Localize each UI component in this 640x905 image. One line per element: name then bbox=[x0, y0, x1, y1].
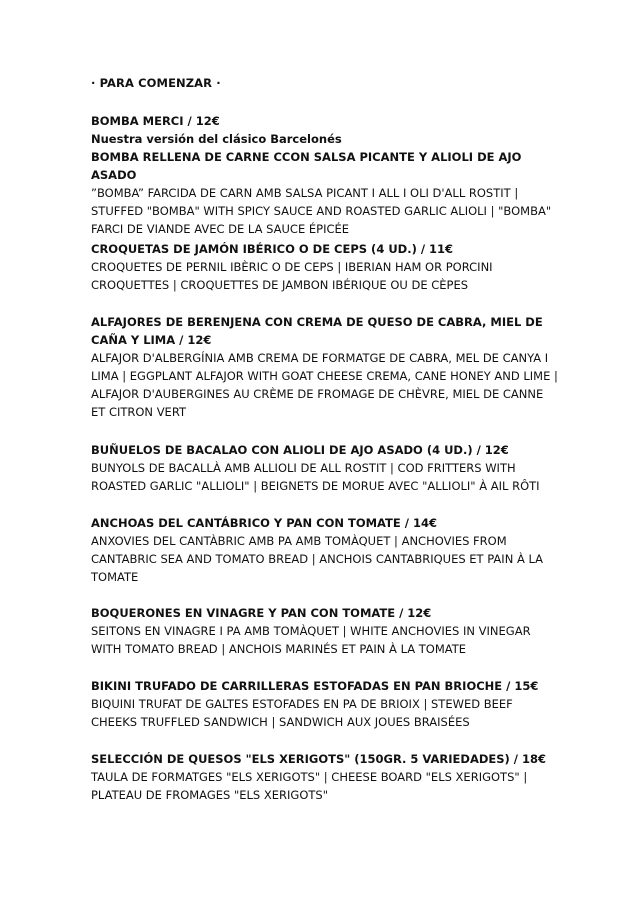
item-description: SEITONS EN VINAGRE I PA AMB TOMÀQUET | WHITE ANCHOVIES IN VINEGAR WITH TOMATO BREAD | ANCHOIS MARINÉS ET PAIN À LA TOMATE bbox=[91, 624, 531, 656]
item-description: ANXOVIES DEL CANTÀBRIC AMB PA AMB TOMÀQUET | ANCHOVIES FROM CANTABRIC SEA AND TOMATO BREAD | ANCHOIS CANTABRIQUES ET PAIN À LA TOMATE bbox=[91, 534, 544, 584]
item-description: CROQUETES DE PERNIL IBÈRIC O DE CEPS | IBERIAN HAM OR PORCINI CROQUETTES | CROQUETTES DE JAMBON IBÉRIQUE OU DE CÈPES bbox=[91, 260, 493, 292]
menu-item-anchoas bbox=[91, 514, 561, 586]
item-description: ”BOMBA” FARCIDA DE CARN AMB SALSA PICANT I ALL I OLI D'ALL ROSTIT | STUFFED "BOMBA" WITH SPICY SAUCE AND ROASTED GARLIC ALIOLI | "BOMBA" FARCI DE VIANDE AVEC DE LA SAUCE ÉPICÉE bbox=[91, 186, 552, 236]
menu-item-bunuelos bbox=[91, 441, 561, 495]
menu-item-boquerones bbox=[91, 604, 561, 658]
item-title: SELECCIÓN DE QUESOS "ELS XERIGOTS" (150GR. 5 VARIEDADES) / 18€ bbox=[91, 752, 547, 766]
item-description: BIQUINI TRUFAT DE GALTES ESTOFADES EN PA DE BRIOIX | STEWED BEEF CHEEKS TRUFFLED SANDWICH | SANDWICH AUX JOUES BRAISÉES bbox=[91, 697, 513, 729]
item-description: TAULA DE FORMATGES "ELS XERIGOTS" | CHEESE BOARD "ELS XERIGOTS" | PLATEAU DE FROMAGES "ELS XERIGOTS" bbox=[91, 770, 528, 802]
item-title: ALFAJORES DE BERENJENA CON CREMA DE QUESO DE CABRA, MIEL DE CAÑA Y LIMA / 12€ bbox=[91, 315, 543, 347]
item-title: CROQUETAS DE JAMÓN IBÉRICO O DE CEPS (4 UD.) / 11€ bbox=[91, 242, 454, 256]
item-title: BUÑUELOS DE BACALAO CON ALIOLI DE AJO ASADO (4 UD.) / 12€ bbox=[91, 443, 509, 457]
section-title: · PARA COMENZAR · bbox=[91, 76, 221, 90]
item-title: ANCHOAS DEL CANTÁBRICO Y PAN CON TOMATE / 14€ bbox=[91, 516, 437, 530]
menu-item-bikini bbox=[91, 677, 561, 731]
menu-item-alfajores bbox=[91, 313, 561, 421]
item-title: BOQUERONES EN VINAGRE Y PAN CON TOMATE / 12€ bbox=[91, 606, 432, 620]
menu-item-croquetas bbox=[91, 240, 561, 294]
item-title: BOMBA MERCI / 12€ bbox=[91, 114, 220, 128]
item-title-secondary: BOMBA RELLENA DE CARNE CCON SALSA PICANTE Y ALIOLI DE AJO ASADO bbox=[91, 150, 522, 182]
item-description: ALFAJOR D'ALBERGÍNIA AMB CREMA DE FORMATGE DE CABRA, MEL DE CANYA I LIMA | EGGPLANT ALFAJOR WITH GOAT CHEESE CREMA, CANE HONEY AND LIME | ALFAJOR D'AUBERGINES AU CRÈME DE FROMAGE DE CHÈVRE, MIEL DE CANNE ET CITRON VERT bbox=[91, 351, 558, 419]
menu-item-quesos bbox=[91, 750, 561, 804]
item-description: BUNYOLS DE BACALLÀ AMB ALLIOLI DE ALL ROSTIT | COD FRITTERS WITH ROASTED GARLIC "ALLIOLI" | BEIGNETS DE MORUE AVEC "ALLIOLI" À AIL RÔTI bbox=[91, 461, 540, 493]
menu-item-bomba bbox=[91, 112, 561, 238]
item-title: BIKINI TRUFADO DE CARRILLERAS ESTOFADAS EN PAN BRIOCHE / 15€ bbox=[91, 679, 539, 693]
item-subtitle: Nuestra versión del clásico Barcelonés bbox=[91, 132, 342, 146]
